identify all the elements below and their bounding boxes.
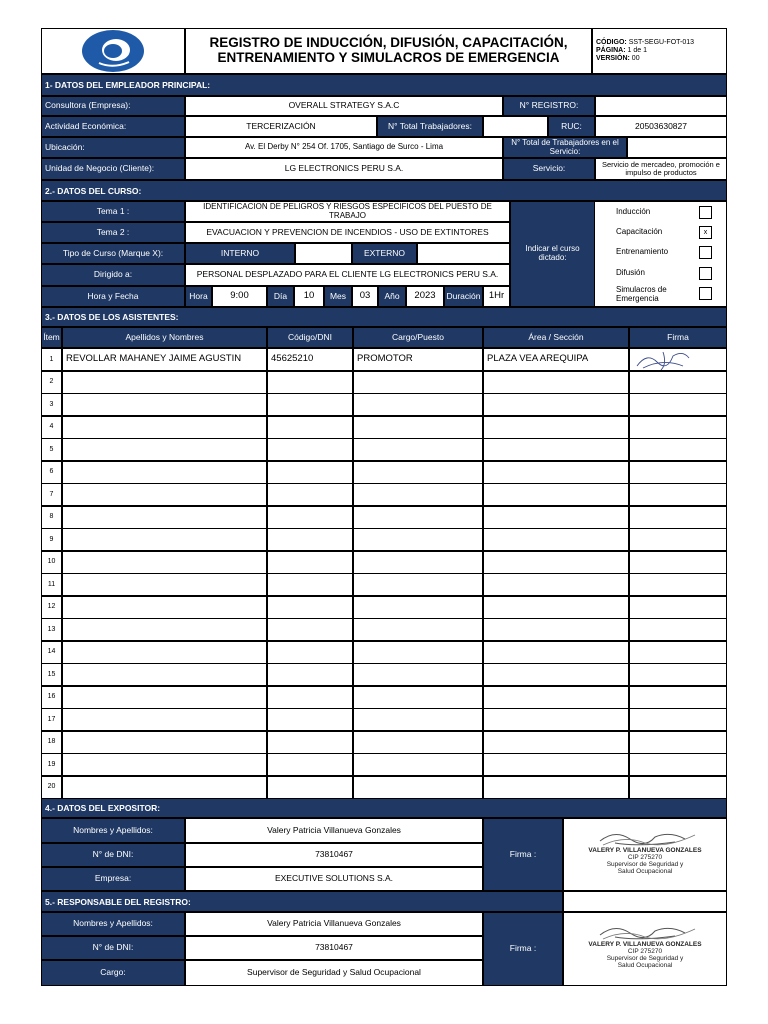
option-simulacros-label: Simulacros de Emergencia [616, 285, 667, 303]
tipo-curso-label: Tipo de Curso (Marque X): [41, 243, 185, 264]
expositor-empresa-value: EXECUTIVE SOLUTIONS S.A. [185, 867, 483, 891]
expositor-dni-label: N° de DNI: [41, 843, 185, 867]
table-cell [267, 731, 353, 754]
section3-title: 3.- DATOS DE LOS ASISTENTES: [41, 307, 727, 327]
company-logo-icon [81, 29, 145, 73]
table-cell [353, 461, 483, 484]
duracion-value: 1Hr [483, 286, 510, 307]
expositor-nombres-value: Valery Patricia Villanueva Gonzales [185, 818, 483, 843]
table-cell [483, 528, 629, 551]
table-cell [267, 551, 353, 574]
row-item-number: 2 [41, 371, 62, 394]
option-induccion-label: Inducción [616, 206, 651, 216]
table-cell [483, 573, 629, 596]
section5-title-blank [563, 891, 727, 912]
mes-label: Mes [324, 286, 352, 307]
tema2-value: EVACUACION Y PREVENCION DE INCENDIOS - USO DE EXTINTORES [185, 222, 510, 243]
table-cell [62, 618, 267, 641]
row-item-number: 5 [41, 438, 62, 461]
total-servicio-label: N° Total de Trabajadores en el Servicio: [503, 137, 627, 158]
responsable-firma-label: Firma : [483, 912, 563, 986]
row-item-number: 3 [41, 393, 62, 416]
signature-cell [629, 371, 727, 394]
table-cell [353, 776, 483, 799]
responsable-signature-box [563, 912, 727, 986]
table-cell [267, 573, 353, 596]
table-cell [353, 371, 483, 394]
interno-label: INTERNO [185, 243, 295, 264]
indicar-curso-label: Indicar el curso dictado: [510, 201, 595, 307]
servicio-value: Servicio de mercadeo, promoción e impulso de productos [595, 158, 727, 180]
expositor-empresa-label: Empresa: [41, 867, 185, 891]
table-cell [483, 393, 629, 416]
table-cell [353, 641, 483, 664]
table-cell [353, 753, 483, 776]
signature-cell [629, 753, 727, 776]
expositor-dni-value: 73810467 [185, 843, 483, 867]
table-cell: 45625210 [267, 348, 353, 371]
ruc-label: RUC: [548, 116, 595, 137]
actividad-value: TERCERIZACIÓN [185, 116, 377, 137]
attendee-signature-icon [633, 348, 693, 371]
option-capacitacion-label: Capacitación [616, 226, 663, 236]
tema1-label: Tema 1 : [41, 201, 185, 222]
dirigido-label: Dirigido a: [41, 264, 185, 286]
column-header: Firma [629, 327, 727, 348]
stamp-role-1: Supervisor de Seguridad y [606, 955, 684, 963]
actividad-label: Actividad Económica: [41, 116, 185, 137]
hora-value: 9:00 [212, 286, 267, 307]
duracion-label: Duración [444, 286, 483, 307]
stamp-role-2: Salud Ocupacional [617, 867, 673, 875]
column-header: Apellidos y Nombres [62, 327, 267, 348]
table-cell [483, 731, 629, 754]
dirigido-value: PERSONAL DESPLAZADO PARA EL CLIENTE LG ELECTRONICS PERU S.A. [185, 264, 510, 286]
total-trabajadores-value [483, 116, 548, 137]
table-cell [62, 371, 267, 394]
option-entrenamiento-checkbox[interactable] [699, 246, 712, 259]
signature-cell [629, 348, 727, 371]
row-item-number: 19 [41, 753, 62, 776]
document-title [185, 28, 592, 74]
section2-title: 2.- DATOS DEL CURSO: [41, 180, 727, 201]
table-cell [353, 483, 483, 506]
table-cell [353, 708, 483, 731]
table-cell [353, 506, 483, 529]
signature-cell [629, 776, 727, 799]
unidad-negocio-value: LG ELECTRONICS PERU S.A. [185, 158, 503, 180]
table-cell: REVOLLAR MAHANEY JAIME AGUSTIN [62, 348, 267, 371]
table-cell [483, 686, 629, 709]
row-item-number: 16 [41, 686, 62, 709]
option-difusion-checkbox[interactable] [699, 267, 712, 280]
row-item-number: 1 [41, 348, 62, 371]
table-cell [483, 438, 629, 461]
table-cell [483, 641, 629, 664]
responsable-dni-label: N° de DNI: [41, 936, 185, 960]
table-cell: PROMOTOR [353, 348, 483, 371]
consultora-value: OVERALL STRATEGY S.A.C [185, 96, 503, 116]
servicio-label: Servicio: [503, 158, 595, 180]
table-cell [267, 596, 353, 619]
table-cell [267, 753, 353, 776]
responsable-nombres-label: Nombres y Apellidos: [41, 912, 185, 936]
ruc-value: 20503630827 [595, 116, 727, 137]
stamp-role-2: Salud Ocupacional [617, 962, 673, 970]
table-cell [353, 686, 483, 709]
table-cell [483, 551, 629, 574]
table-cell [353, 551, 483, 574]
expositor-signature-box [563, 818, 727, 891]
table-cell [267, 506, 353, 529]
table-cell: PLAZA VEA AREQUIPA [483, 348, 629, 371]
table-cell [267, 461, 353, 484]
table-cell [62, 731, 267, 754]
table-cell [62, 753, 267, 776]
option-difusion-label: Difusión [616, 267, 645, 277]
section1-title: 1- DATOS DEL EMPLEADOR PRINCIPAL: [41, 74, 727, 96]
interno-checkbox[interactable] [295, 243, 352, 264]
table-cell [483, 618, 629, 641]
dia-value: 10 [294, 286, 324, 307]
title-line-2: ENTRENAMIENTO Y SIMULACROS DE EMERGENCIA [217, 50, 560, 65]
table-cell [62, 573, 267, 596]
table-cell [62, 596, 267, 619]
unidad-negocio-label: Unidad de Negocio (Cliente): [41, 158, 185, 180]
row-item-number: 11 [41, 573, 62, 596]
dia-label: Día [267, 286, 294, 307]
table-cell [267, 708, 353, 731]
row-item-number: 7 [41, 483, 62, 506]
signature-cell [629, 506, 727, 529]
table-cell [353, 731, 483, 754]
pagina-value: 1 de 1 [627, 47, 647, 55]
responsable-nombres-value: Valery Patricia Villanueva Gonzales [185, 912, 483, 936]
externo-label: EXTERNO [352, 243, 417, 264]
column-header: Código/DNI [267, 327, 353, 348]
signature-cell [629, 461, 727, 484]
table-cell [353, 573, 483, 596]
table-cell [353, 663, 483, 686]
logo-box [41, 28, 185, 74]
stamp-cip: CIP 275270 [627, 948, 663, 956]
externo-checkbox[interactable] [417, 243, 510, 264]
table-cell [62, 393, 267, 416]
signature-cell [629, 393, 727, 416]
stamp-cip: CIP 275270 [627, 853, 663, 861]
expositor-firma-label: Firma : [483, 818, 563, 891]
table-cell [267, 438, 353, 461]
table-cell [62, 416, 267, 439]
table-cell [483, 776, 629, 799]
hora-label: Hora [185, 286, 212, 307]
signature-cell [629, 573, 727, 596]
section4-title: 4.- DATOS DEL EXPOSITOR: [41, 798, 727, 818]
option-induccion-checkbox[interactable] [699, 206, 712, 219]
row-item-number: 4 [41, 416, 62, 439]
ubicacion-value: Av. El Derby N° 254 Of. 1705, Santiago de Surco - Lima [185, 137, 503, 158]
expositor-signature-stamp [585, 825, 705, 885]
table-cell [267, 618, 353, 641]
table-cell [483, 416, 629, 439]
signature-cell [629, 708, 727, 731]
column-header: Cargo/Puesto [353, 327, 483, 348]
signature-cell [629, 641, 727, 664]
table-cell [483, 371, 629, 394]
signature-cell [629, 731, 727, 754]
table-cell [267, 663, 353, 686]
option-capacitacion-checkbox[interactable]: x [699, 226, 712, 239]
table-cell [267, 393, 353, 416]
responsable-signature-stamp [585, 919, 705, 979]
table-cell [353, 393, 483, 416]
table-cell [267, 686, 353, 709]
responsable-dni-value: 73810467 [185, 936, 483, 960]
title-line-1: REGISTRO DE INDUCCIÓN, DIFUSIÓN, CAPACITACIÓN, [209, 35, 568, 51]
column-header: Área / Sección [483, 327, 629, 348]
hora-fecha-label: Hora y Fecha [41, 286, 185, 307]
table-cell [353, 528, 483, 551]
table-cell [483, 753, 629, 776]
tema1-value: IDENTIFICACION DE PELIGROS Y RIESGOS ESPECIFICOS DEL PUESTO DE TRABAJO [185, 201, 510, 222]
table-cell [353, 438, 483, 461]
table-cell [483, 596, 629, 619]
table-cell [483, 461, 629, 484]
table-cell [353, 416, 483, 439]
table-cell [483, 506, 629, 529]
row-item-number: 12 [41, 596, 62, 619]
option-entrenamiento-label: Entrenamiento [616, 246, 669, 256]
table-cell [62, 461, 267, 484]
row-item-number: 17 [41, 708, 62, 731]
table-cell [483, 483, 629, 506]
table-cell [62, 641, 267, 664]
expositor-nombres-label: Nombres y Apellidos: [41, 818, 185, 843]
responsable-cargo-label: Cargo: [41, 960, 185, 986]
row-item-number: 14 [41, 641, 62, 664]
signature-cell [629, 663, 727, 686]
tema2-label: Tema 2 : [41, 222, 185, 243]
signature-cell [629, 551, 727, 574]
option-simulacros-checkbox[interactable] [699, 287, 712, 300]
table-cell [62, 663, 267, 686]
signature-cell [629, 438, 727, 461]
row-item-number: 13 [41, 618, 62, 641]
total-servicio-value [627, 137, 727, 158]
row-item-number: 10 [41, 551, 62, 574]
stamp-role-1: Supervisor de Seguridad y [606, 860, 684, 868]
table-cell [267, 371, 353, 394]
ubicacion-label: Ubicación: [41, 137, 185, 158]
stamp-name: VALERY P. VILLANUEVA GONZALES [588, 846, 702, 854]
table-cell [267, 528, 353, 551]
table-cell [267, 641, 353, 664]
document-meta: CÓDIGO: SST-SEGU-FOT-013 PÁGINA: 1 de 1 VERSIÓN: 00 [592, 28, 727, 74]
table-cell [62, 551, 267, 574]
table-cell [62, 528, 267, 551]
table-cell [62, 483, 267, 506]
row-item-number: 9 [41, 528, 62, 551]
table-cell [267, 483, 353, 506]
signature-cell [629, 528, 727, 551]
anio-value: 2023 [406, 286, 444, 307]
table-cell [353, 618, 483, 641]
row-item-number: 20 [41, 776, 62, 799]
table-cell [62, 686, 267, 709]
signature-cell [629, 686, 727, 709]
table-cell [353, 596, 483, 619]
total-trabajadores-label: N° Total Trabajadores: [377, 116, 483, 137]
registro-value [595, 96, 727, 116]
table-cell [62, 506, 267, 529]
consultora-label: Consultora (Empresa): [41, 96, 185, 116]
table-cell [483, 708, 629, 731]
table-cell [62, 708, 267, 731]
table-cell [267, 776, 353, 799]
stamp-name: VALERY P. VILLANUEVA GONZALES [588, 941, 702, 948]
codigo-value: SST-SEGU-FOT-013 [628, 39, 695, 47]
signature-cell [629, 483, 727, 506]
version-value: 00 [631, 54, 640, 62]
row-item-number: 18 [41, 731, 62, 754]
signature-cell [629, 596, 727, 619]
mes-value: 03 [352, 286, 378, 307]
responsable-cargo-value: Supervisor de Seguridad y Salud Ocupacional [185, 960, 483, 986]
signature-cell [629, 416, 727, 439]
table-cell [62, 438, 267, 461]
table-cell [267, 416, 353, 439]
registro-label: N° REGISTRO: [503, 96, 595, 116]
signature-cell [629, 618, 727, 641]
table-cell [62, 776, 267, 799]
row-item-number: 8 [41, 506, 62, 529]
anio-label: Año [378, 286, 406, 307]
section5-title: 5.- RESPONSABLE DEL REGISTRO: [41, 891, 563, 912]
column-header: Ítem [41, 327, 62, 348]
table-cell [483, 663, 629, 686]
row-item-number: 15 [41, 663, 62, 686]
row-item-number: 6 [41, 461, 62, 484]
